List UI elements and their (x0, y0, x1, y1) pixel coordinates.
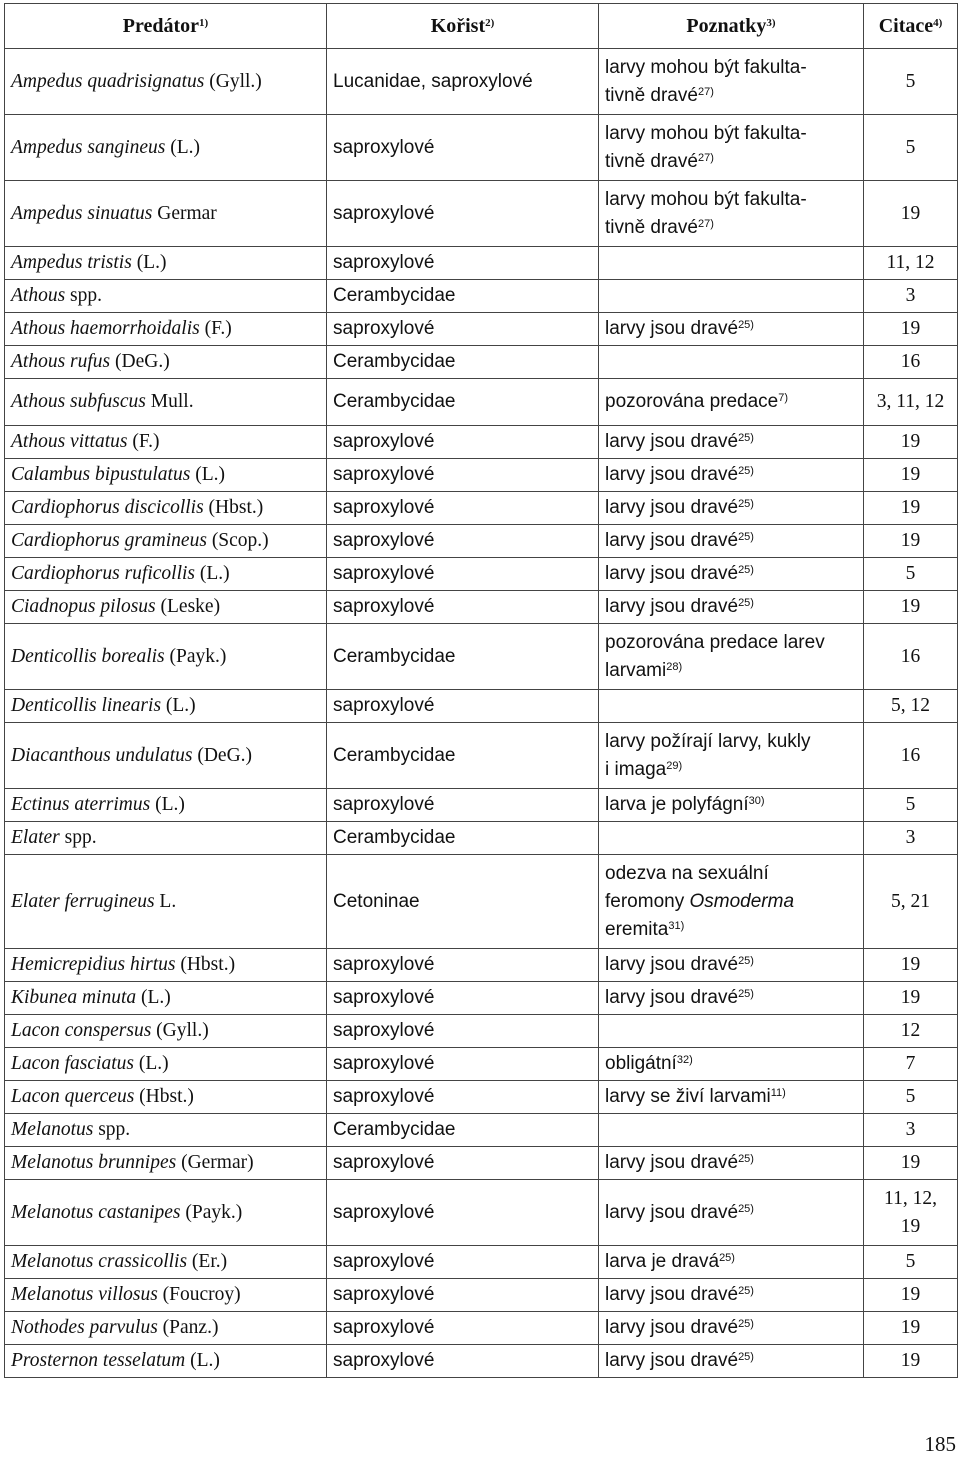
italic-note: Osmoderma (689, 890, 795, 912)
notes-cell (599, 789, 864, 822)
citation-cell: 3 (864, 822, 958, 855)
footnote-ref: 25) (738, 432, 754, 444)
predator-cell (5, 1180, 327, 1246)
predator-cell (5, 1279, 327, 1312)
prey-cell: saproxylové (327, 1246, 599, 1279)
prey-cell: saproxylové (327, 1048, 599, 1081)
notes-cell (599, 459, 864, 492)
predator-cell (5, 49, 327, 115)
citation-cell: 19 (864, 459, 958, 492)
predator-cell (5, 1081, 327, 1114)
species-name: Melanotus crassicollis (11, 1251, 188, 1272)
notes-line: larvy jsou dravé$^{25)}$ (605, 1284, 754, 1305)
table-row (5, 313, 958, 346)
table-body (5, 49, 958, 1378)
notes-line: larvy jsou dravé$^{25)}$ (605, 987, 754, 1008)
footnote-ref: 27) (697, 151, 714, 164)
predator-cell (5, 1048, 327, 1081)
species-author: Mull. (150, 391, 194, 412)
citation-cell: 19 (864, 591, 958, 624)
notes-cell (599, 426, 864, 459)
notes-cell (599, 1147, 864, 1180)
species-name: Athous haemorrhoidalis (11, 318, 200, 339)
predator-cell (5, 982, 327, 1015)
citation-cell: 16 (864, 624, 958, 690)
prey-cell: Lucanidae, saproxylové (327, 49, 599, 115)
table-row (5, 1180, 958, 1246)
table-row (5, 558, 958, 591)
species-name: Diacanthous undulatus (11, 744, 193, 766)
species-name: Ectinus aterrimus (11, 794, 151, 815)
predator-cell (5, 1147, 327, 1180)
table-row (5, 1048, 958, 1081)
prey-cell: saproxylové (327, 1015, 599, 1048)
footnote-ref: 25) (738, 1351, 754, 1363)
citation-cell: 19 (864, 525, 958, 558)
notes-line: larvy mohou být fakulta- (605, 188, 807, 210)
notes-line: larva je dravá$^{25)}$ (605, 1251, 735, 1272)
predator-cell (5, 1015, 327, 1048)
notes-line: larvami$^{28)}$ (605, 659, 683, 681)
prey-cell: Cerambycidae (327, 723, 599, 789)
species-author: (DeG.) (115, 351, 170, 372)
footnote-ref: 25) (738, 1202, 754, 1215)
notes-cell (599, 346, 864, 379)
species-name: Lacon querceus (11, 1086, 135, 1107)
notes-line: larvy jsou dravé$^{25)}$ (605, 431, 754, 452)
predator-cell (5, 1246, 327, 1279)
citation-cell: 5 (864, 115, 958, 181)
notes-line: larva je polyfágní$^{30)}$ (605, 794, 765, 815)
prey-cell: saproxylové (327, 949, 599, 982)
species-name: Cardiophorus gramineus (11, 530, 207, 551)
species-name: Nothodes parvulus (11, 1317, 158, 1338)
citation-cell: 5 (864, 1081, 958, 1114)
prey-cell: saproxylové (327, 1312, 599, 1345)
notes-cell (599, 247, 864, 280)
predator-cell (5, 1345, 327, 1378)
species-name: Prosternon tesselatum (11, 1350, 186, 1371)
species-name: Elater (11, 827, 60, 848)
species-author: (Hbst.) (180, 954, 236, 975)
species-author: (L.) (165, 695, 196, 716)
footnote-ref: 25) (738, 1285, 754, 1297)
footnote-ref: 25) (738, 498, 754, 510)
species-name: Calambus bipustulatus (11, 464, 191, 485)
prey-cell: saproxylové (327, 181, 599, 247)
notes-line: larvy se živí larvami$^{11)}$ (605, 1086, 786, 1107)
species-author: (F.) (132, 431, 160, 452)
citation-cell: 19 (864, 949, 958, 982)
species-author: (DeG.) (197, 744, 253, 766)
prey-cell: saproxylové (327, 459, 599, 492)
table-row (5, 723, 958, 789)
notes-cell (599, 1279, 864, 1312)
prey-cell: saproxylové (327, 313, 599, 346)
species-name: Lacon fasciatus (11, 1053, 134, 1074)
notes-cell (599, 1312, 864, 1345)
species-author: (Scop.) (211, 530, 269, 551)
citation-cell: 7 (864, 1048, 958, 1081)
header-row (5, 4, 958, 49)
footnote-ref: 28) (666, 660, 683, 673)
species-name: Athous subfuscus (11, 391, 146, 412)
notes-cell (599, 1081, 864, 1114)
species-author: (Leske) (160, 596, 221, 617)
notes-cell (599, 1048, 864, 1081)
notes-cell (599, 1345, 864, 1378)
table-row (5, 1312, 958, 1345)
footnote-ref: 27) (697, 217, 714, 230)
table-row (5, 624, 958, 690)
notes-line: pozorována predace larev (605, 631, 825, 653)
footnote-ref: 25) (738, 319, 754, 331)
species-author: (L.) (170, 136, 201, 158)
species-name: Ampedus quadrisignatus (11, 70, 205, 92)
table-row (5, 949, 958, 982)
prey-cell: Cetoninae (327, 855, 599, 949)
species-author: (L.) (141, 987, 171, 1008)
notes-line: i imaga$^{29)}$ (605, 758, 683, 780)
table-row (5, 525, 958, 558)
table-row (5, 379, 958, 426)
prey-cell: saproxylové (327, 525, 599, 558)
footnote-ref: 31) (668, 919, 685, 932)
notes-line: larvy jsou dravé$^{25)}$ (605, 563, 754, 584)
species-name: Athous rufus (11, 351, 111, 372)
citation-cell: 16 (864, 346, 958, 379)
notes-cell (599, 49, 864, 115)
prey-cell: saproxylové (327, 690, 599, 723)
prey-cell: saproxylové (327, 1147, 599, 1180)
species-author: (L.) (136, 252, 167, 273)
notes-line: tivně dravé$^{27)}$ (605, 216, 714, 238)
table-row (5, 346, 958, 379)
footnote-ref: 30) (748, 795, 765, 807)
notes-cell (599, 1015, 864, 1048)
species-name: Melanotus castanipes (11, 1201, 181, 1223)
species-author: (Er.) (191, 1251, 228, 1272)
notes-cell (599, 690, 864, 723)
prey-cell: Cerambycidae (327, 1114, 599, 1147)
citation-cell: 19 (864, 313, 958, 346)
table-row (5, 49, 958, 115)
predator-cell (5, 949, 327, 982)
species-author: (Hbst.) (139, 1086, 194, 1107)
notes-line: obligátní$^{32)}$ (605, 1053, 693, 1074)
notes-cell (599, 525, 864, 558)
species-name: Denticollis borealis (11, 645, 165, 667)
notes-line: larvy jsou dravé$^{25)}$ (605, 464, 754, 485)
notes-line: larvy mohou být fakulta- (605, 56, 807, 78)
predator-cell (5, 280, 327, 313)
notes-cell (599, 855, 864, 949)
notes-line: larvy jsou dravé$^{25)}$ (605, 497, 754, 518)
species-name: Melanotus villosus (11, 1284, 158, 1305)
table-row (5, 280, 958, 313)
predator-cell (5, 1114, 327, 1147)
footnote-ref: 25) (738, 465, 754, 477)
notes-cell (599, 982, 864, 1015)
notes-cell (599, 558, 864, 591)
species-author: (Panz.) (162, 1317, 219, 1338)
footnote-ref: 25) (738, 955, 754, 967)
citation-cell: 19 (864, 492, 958, 525)
notes-cell (599, 115, 864, 181)
species-author: (Germar) (181, 1152, 254, 1173)
notes-cell (599, 1246, 864, 1279)
notes-line: larvy jsou dravé$^{25)}$ (605, 1317, 754, 1338)
prey-cell: saproxylové (327, 982, 599, 1015)
species-name: Ampedus sinuatus (11, 202, 153, 224)
table-row (5, 789, 958, 822)
species-name: Athous (11, 285, 66, 306)
notes-cell (599, 591, 864, 624)
citation-cell: 5 (864, 558, 958, 591)
citation-cell: 12 (864, 1015, 958, 1048)
species-author: L. (159, 890, 177, 912)
notes-line: odezva na sexuální (605, 862, 769, 884)
predator-cell (5, 855, 327, 949)
predator-cell (5, 247, 327, 280)
footnote-ref: 25) (738, 1153, 754, 1165)
table-row (5, 115, 958, 181)
notes-cell (599, 181, 864, 247)
notes-line: larvy požírají larvy, kukly (605, 730, 811, 752)
citation-cell: 3, 11, 12 (864, 379, 958, 426)
predator-cell (5, 789, 327, 822)
elateridae-table (4, 3, 958, 1378)
species-author: (L.) (199, 563, 230, 584)
species-name: Hemicrepidius hirtus (11, 954, 176, 975)
prey-cell: saproxylové (327, 1081, 599, 1114)
prey-cell: Cerambycidae (327, 822, 599, 855)
citation-cell: 19 (864, 1312, 958, 1345)
prey-cell: saproxylové (327, 492, 599, 525)
species-name: Elater ferrugineus (11, 890, 155, 912)
prey-cell: saproxylové (327, 426, 599, 459)
notes-cell (599, 313, 864, 346)
citation-cell: 11, 12, 19 (864, 1180, 958, 1246)
footnote-ref: 25) (738, 597, 754, 609)
footnote-ref: 32) (676, 1054, 693, 1066)
predator-cell (5, 624, 327, 690)
citation-cell: 16 (864, 723, 958, 789)
header-korist: Kořist$^{2)}$ (327, 4, 599, 49)
footnote-ref: 25) (738, 531, 754, 543)
notes-line: larvy mohou být fakulta- (605, 122, 807, 144)
notes-line: larvy jsou dravé$^{25)}$ (605, 954, 754, 975)
notes-cell (599, 624, 864, 690)
footnote-ref: 25) (738, 564, 754, 576)
species-author: spp. (64, 827, 97, 848)
notes-cell (599, 822, 864, 855)
predator-cell (5, 313, 327, 346)
header-predator: Predátor$^{1)}$ (5, 4, 327, 49)
species-name: Melanotus brunnipes (11, 1152, 177, 1173)
notes-cell (599, 492, 864, 525)
notes-line: tivně dravé$^{27)}$ (605, 84, 714, 106)
species-name: Ciadnopus pilosus (11, 596, 156, 617)
species-author: spp. (98, 1119, 131, 1140)
notes-line: larvy jsou dravé$^{25)}$ (605, 596, 754, 617)
table-row (5, 181, 958, 247)
species-name: Cardiophorus discicollis (11, 497, 204, 518)
notes-line: larvy jsou dravé$^{25)}$ (605, 1152, 754, 1173)
predator-cell (5, 723, 327, 789)
citation-cell: 5, 12 (864, 690, 958, 723)
table-row (5, 591, 958, 624)
citation-cell: 5 (864, 49, 958, 115)
species-author: (L.) (190, 1350, 220, 1371)
species-name: Ampedus tristis (11, 252, 132, 273)
prey-cell: Cerambycidae (327, 624, 599, 690)
prey-cell: saproxylové (327, 558, 599, 591)
species-name: Kibunea minuta (11, 987, 137, 1008)
predator-cell (5, 115, 327, 181)
predator-cell (5, 181, 327, 247)
notes-cell (599, 723, 864, 789)
species-author: (Foucroy) (162, 1284, 241, 1305)
species-name: Ampedus sangineus (11, 136, 166, 158)
citation-cell: 5, 21 (864, 855, 958, 949)
header-poznatky: Poznatky$^{3)}$ (599, 4, 864, 49)
predator-cell (5, 492, 327, 525)
prey-cell: saproxylové (327, 591, 599, 624)
species-name: Melanotus (11, 1119, 94, 1140)
species-author: (Gyll.) (156, 1020, 209, 1041)
prey-cell: Cerambycidae (327, 379, 599, 426)
citation-cell: 19 (864, 982, 958, 1015)
notes-cell (599, 280, 864, 313)
table-row (5, 690, 958, 723)
species-author: Germar (157, 202, 217, 224)
species-author: (Payk.) (185, 1201, 243, 1223)
notes-cell (599, 949, 864, 982)
predator-cell (5, 558, 327, 591)
citation-cell: 3 (864, 280, 958, 313)
prey-cell: saproxylové (327, 1279, 599, 1312)
footnote-ref: 27) (697, 85, 714, 98)
notes-line: larvy jsou dravé$^{25)}$ (605, 318, 754, 339)
notes-line: pozorována predace$^{7)}$ (605, 391, 789, 412)
prey-cell: saproxylové (327, 789, 599, 822)
species-name: Lacon conspersus (11, 1020, 152, 1041)
table-row (5, 492, 958, 525)
citation-cell: 19 (864, 1147, 958, 1180)
species-author: (L.) (155, 794, 185, 815)
notes-line: larvy jsou dravé$^{25)}$ (605, 1350, 754, 1371)
citation-cell: 19 (864, 1345, 958, 1378)
citation-cell: 19 (864, 181, 958, 247)
table-row (5, 426, 958, 459)
predator-cell (5, 426, 327, 459)
notes-line: feromony Osmoderma (605, 890, 795, 912)
predator-cell (5, 459, 327, 492)
footnote-ref: 29) (666, 759, 683, 772)
species-author: (Payk.) (169, 645, 227, 667)
prey-cell: saproxylové (327, 115, 599, 181)
table-row (5, 855, 958, 949)
predator-cell (5, 690, 327, 723)
species-name: Athous vittatus (11, 431, 128, 452)
predator-cell (5, 591, 327, 624)
table-row (5, 1114, 958, 1147)
species-author: spp. (70, 285, 103, 306)
table-row (5, 1015, 958, 1048)
notes-line: tivně dravé$^{27)}$ (605, 150, 714, 172)
notes-cell (599, 379, 864, 426)
table-row (5, 1081, 958, 1114)
citation-cell: 5 (864, 789, 958, 822)
footnote-ref: 7) (778, 392, 789, 404)
notes-cell (599, 1114, 864, 1147)
page-number: 185 (924, 1432, 956, 1456)
predator-cell (5, 379, 327, 426)
prey-cell: saproxylové (327, 1345, 599, 1378)
table-row (5, 459, 958, 492)
species-author: (F.) (204, 318, 232, 339)
prey-cell: Cerambycidae (327, 346, 599, 379)
notes-cell (599, 1180, 864, 1246)
table-row (5, 822, 958, 855)
species-name: Denticollis linearis (11, 695, 162, 716)
species-author: (L.) (195, 464, 225, 485)
footnote-ref: 25) (738, 988, 754, 1000)
citation-cell: 5 (864, 1246, 958, 1279)
table-row (5, 1246, 958, 1279)
species-author: (Hbst.) (208, 497, 264, 518)
predator-cell (5, 822, 327, 855)
citation-cell: 19 (864, 1279, 958, 1312)
predator-cell (5, 1312, 327, 1345)
prey-cell: saproxylové (327, 247, 599, 280)
footnote-ref: 11) (770, 1087, 786, 1099)
table-row (5, 1345, 958, 1378)
prey-cell: Cerambycidae (327, 280, 599, 313)
predator-cell (5, 346, 327, 379)
species-name: Cardiophorus ruficollis (11, 563, 196, 584)
table-row (5, 247, 958, 280)
footnote-ref: 25) (719, 1252, 735, 1264)
prey-cell: saproxylové (327, 1180, 599, 1246)
citation-cell: 11, 12 (864, 247, 958, 280)
table-row (5, 1147, 958, 1180)
predator-cell (5, 525, 327, 558)
header-citace: Citace$^{4)}$ (864, 4, 958, 49)
notes-line: eremita$^{31)}$ (605, 918, 685, 940)
footnote-ref: 25) (738, 1318, 754, 1330)
citation-cell: 19 (864, 426, 958, 459)
table-row (5, 1279, 958, 1312)
notes-line: larvy jsou dravé$^{25)}$ (605, 530, 754, 551)
notes-line: larvy jsou dravé$^{25)}$ (605, 1201, 754, 1223)
species-author: (Gyll.) (209, 70, 262, 92)
citation-cell: 3 (864, 1114, 958, 1147)
species-author: (L.) (138, 1053, 169, 1074)
table-row (5, 982, 958, 1015)
